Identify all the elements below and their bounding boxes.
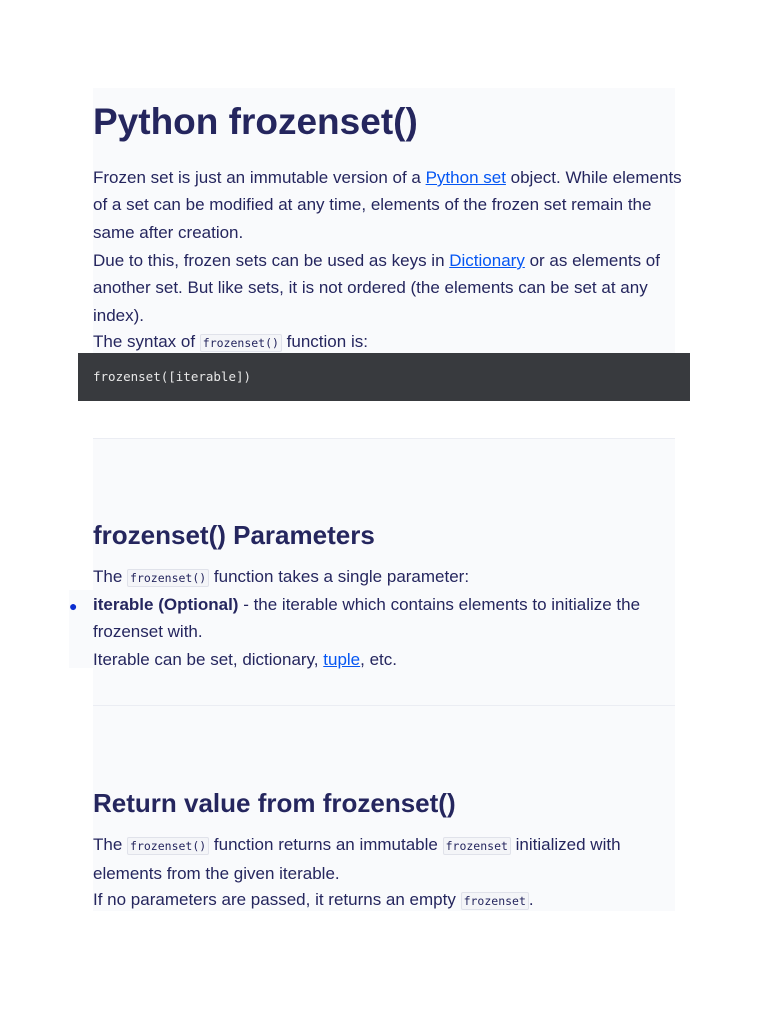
inline-code: frozenset	[443, 837, 511, 855]
inline-code: frozenset()	[200, 334, 282, 352]
param-text: , etc.	[360, 650, 397, 669]
bullet-marker: ●	[69, 598, 78, 614]
return-text: function returns an immutable	[209, 835, 443, 854]
intro-text: object. While elements of a set can be modified at any time, elements of the frozen set remain the same after creation.	[93, 168, 682, 242]
param-text: The	[93, 567, 128, 586]
return-text: initialized with elements from the given iterable.	[93, 835, 621, 884]
return-text: The	[93, 835, 128, 854]
intro-paragraph-1	[93, 164, 683, 246]
intro-paragraph-2	[93, 247, 683, 329]
dictionary-link[interactable]: Dictionary	[449, 251, 525, 270]
intro-text: Frozen set is just an immutable version of a	[93, 168, 426, 187]
parameter-list-item	[93, 591, 683, 646]
return-text: .	[528, 890, 534, 909]
param-text: function takes a single parameter:	[209, 567, 470, 586]
python-set-link[interactable]: Python set	[425, 168, 506, 187]
intro-text: or as elements of another set. But like sets, it is not ordered (the elements can be set at any index).	[93, 251, 660, 325]
inline-code: frozenset	[461, 892, 529, 910]
return-text: If no parameters are passed, it returns an empty	[93, 890, 461, 909]
param-description: - the iterable which contains elements to initialize the frozenset with.	[93, 595, 641, 642]
parameters-heading: frozenset() Parameters	[93, 520, 375, 550]
param-text: Iterable can be set, dictionary,	[93, 650, 324, 669]
param-name: iterable (Optional)	[93, 595, 239, 614]
page-title: Python frozenset()	[93, 101, 418, 142]
return-paragraph-1	[93, 831, 683, 888]
inline-code: frozenset()	[127, 837, 209, 855]
tuple-link[interactable]: tuple	[323, 650, 361, 669]
syntax-text: function is:	[281, 332, 368, 351]
inline-code: frozenset()	[127, 569, 209, 587]
syntax-code-block: frozenset([iterable])	[78, 353, 690, 401]
return-paragraph-2	[93, 886, 683, 915]
return-heading: Return value from frozenset()	[93, 788, 456, 818]
syntax-text: The syntax of	[93, 332, 200, 351]
parameters-intro	[93, 563, 683, 592]
intro-text: Due to this, frozen sets can be used as keys in	[93, 251, 450, 270]
iterable-note	[93, 646, 683, 673]
